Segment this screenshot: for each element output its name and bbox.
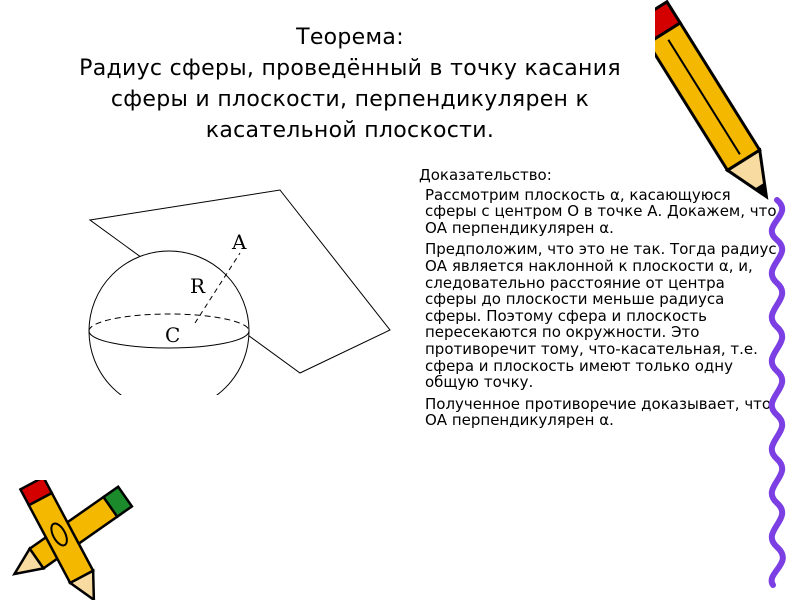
title-line: сферы и плоскости, перпендикулярен к <box>110 87 590 112</box>
point-a-label: A <box>232 230 247 254</box>
slide-title <box>60 22 640 146</box>
proof-paragraph: Рассмотрим плоскость α, касающуюся сферы с центром О в точке А. Докажем, что ОА перпендикулярен α. <box>425 185 777 237</box>
radius-label: R <box>190 274 206 298</box>
proof-heading: Доказательство: <box>419 166 552 184</box>
crossed-pencils-icon <box>0 480 140 600</box>
proof-paragraph: Предположим, что это не так. Тогда радиус ОА является наклонной к плоскости α, и, следовательно расстояние от центра сферы до плоскости меньше радиуса сферы. Поэтому сфера и плоскость пересекаются по окружности. Это противоречит тому, что-касательная, т.е. сфера и плоскость имеют только одну общую точку. <box>425 240 777 392</box>
squiggle-decoration <box>755 195 800 590</box>
center-label: C <box>165 323 181 347</box>
proof-paragraph: Полученное противоречие доказывает, что ОА перпендикулярен α. <box>425 394 772 430</box>
title-line: Теорема: <box>296 25 404 50</box>
pencil-icon <box>655 0 780 225</box>
sphere-tangent-plane-figure <box>80 185 400 395</box>
title-line: Радиус сферы, проведённый в точку касания <box>79 56 621 81</box>
title-line: касательной плоскости. <box>205 118 495 143</box>
